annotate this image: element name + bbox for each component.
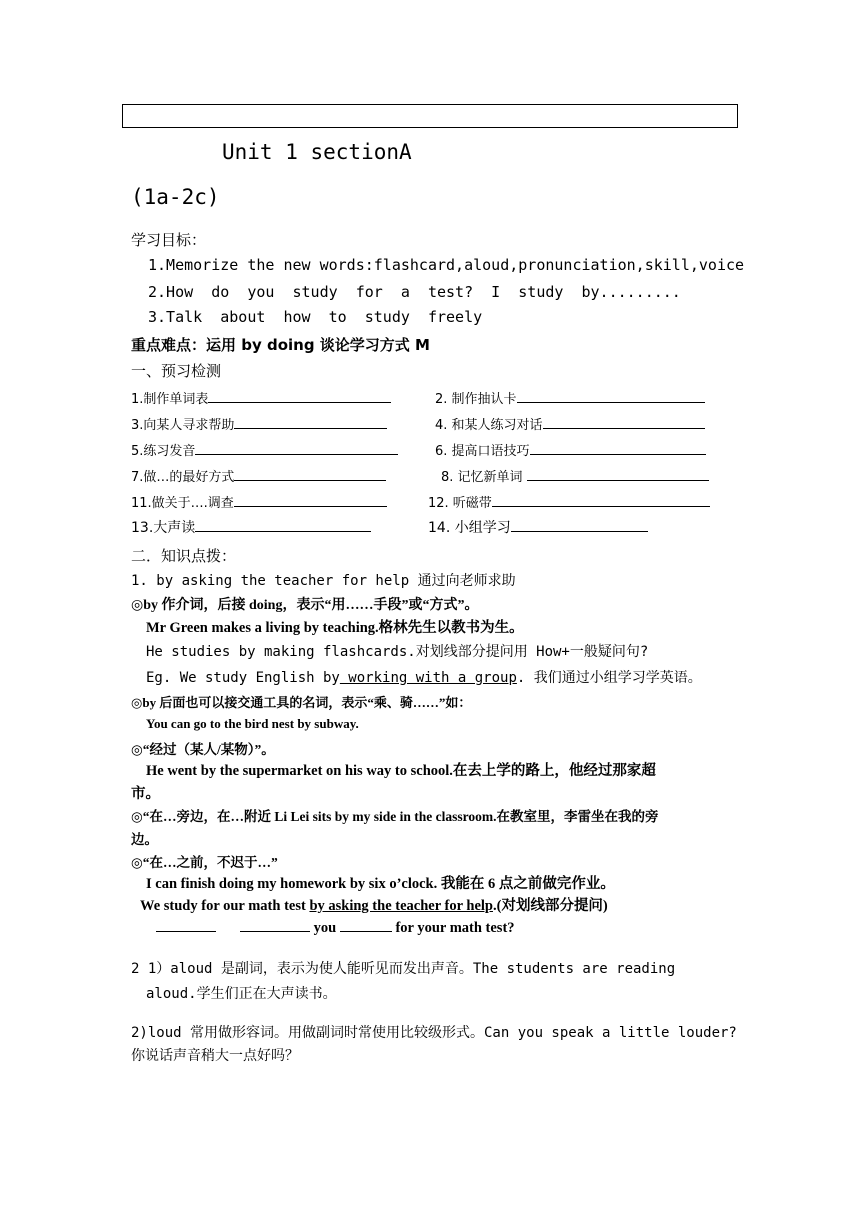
- goal-item-3: 3.Talk about how to study freely: [148, 308, 483, 326]
- goal-item-1: 1.Memorize the new words:flashcard,aloud,pronunciation,skill,voice: [148, 256, 745, 274]
- knowledge-beside: ◎“在…旁边，在…附近 Li Lei sits by my side in the classroom.在教室里，李雷坐在我的旁: [131, 809, 659, 824]
- knowledge-pass-by: ◎“经过（某人/某物）”。: [131, 742, 275, 757]
- preview-item-11: 11.做关于….调查: [131, 492, 387, 511]
- preview-item-3: 3.向某人寻求帮助: [131, 414, 387, 433]
- preview-item-12: 12. 听磁带: [428, 492, 710, 511]
- knowledge-transport: ◎by 后面也可以接交通工具的名词，表示“乘、骑……”如：: [131, 695, 472, 710]
- aloud-note: 2 1）aloud 是副词，表示为使人能听见而发出声音。The students are reading: [131, 961, 676, 977]
- example-flashcards: He studies by making flashcards.对划线部分提问用 How+一般疑问句?: [146, 644, 649, 660]
- knowledge-before: ◎“在…之前，不迟于…”: [131, 855, 278, 870]
- preview-item-14: 14. 小组学习: [428, 517, 648, 537]
- preview-item-6: 6. 提高口语技巧: [435, 440, 706, 459]
- preview-item-2: 2. 制作抽认卡: [435, 388, 705, 407]
- page-subtitle: (1a-2c): [131, 185, 220, 209]
- example-homework: I can finish doing my homework by six o’clock. 我能在 6 点之前做完作业。: [146, 876, 615, 892]
- knowledge-point-1: 1. by asking the teacher for help 通过向老师求助: [131, 573, 516, 589]
- header-box: [122, 104, 738, 128]
- knowledge-point-1-explain: ◎by 作介词，后接 doing，表示“用……手段”或“方式”。: [131, 598, 479, 613]
- example-supermarket: He went by the supermarket on his way to school.在去上学的路上，他经过那家超: [146, 763, 656, 779]
- preview-item-4: 4. 和某人练习对话: [435, 414, 705, 433]
- preview-heading: 一、预习检测: [131, 362, 222, 380]
- aloud-note-cont: aloud.学生们正在大声读书。: [146, 986, 337, 1002]
- knowledge-heading: 二．知识点拨：: [131, 547, 237, 565]
- example-teaching: Mr Green makes a living by teaching.格林先生以教书为生。: [146, 620, 524, 636]
- preview-item-5: 5.练习发音: [131, 440, 398, 459]
- goal-item-2: 2.How do you study for a test? I study by.........: [148, 283, 681, 301]
- key-points: 重点难点：运用 by doing 谈论学习方式 M: [131, 336, 430, 354]
- example-subway: You can go to the bird nest by subway.: [146, 716, 359, 731]
- exercise-question: We study for our math test by asking the teacher for help.(对划线部分提问): [140, 898, 608, 914]
- example-group: Eg. We study English by working with a group. 我们通过小组学习学英语。: [146, 670, 702, 686]
- exercise-answer: you for your math test?: [156, 917, 515, 937]
- example-supermarket-cont: 市。: [131, 786, 160, 802]
- loud-note-cont: 你说话声音稍大一点好吗？: [131, 1048, 299, 1064]
- goals-heading: 学习目标：: [131, 231, 207, 249]
- loud-note: 2)loud 常用做形容词。用做副词时常使用比较级形式。Can you speak a little louder?: [131, 1025, 737, 1041]
- preview-item-8: 8. 记忆新单词: [441, 466, 709, 485]
- knowledge-beside-cont: 边。: [131, 832, 158, 847]
- preview-item-1: 1.制作单词表: [131, 388, 391, 407]
- preview-item-13: 13.大声读: [131, 517, 371, 537]
- page-title: Unit 1 sectionA: [222, 140, 412, 164]
- preview-item-7: 7.做…的最好方式: [131, 466, 386, 485]
